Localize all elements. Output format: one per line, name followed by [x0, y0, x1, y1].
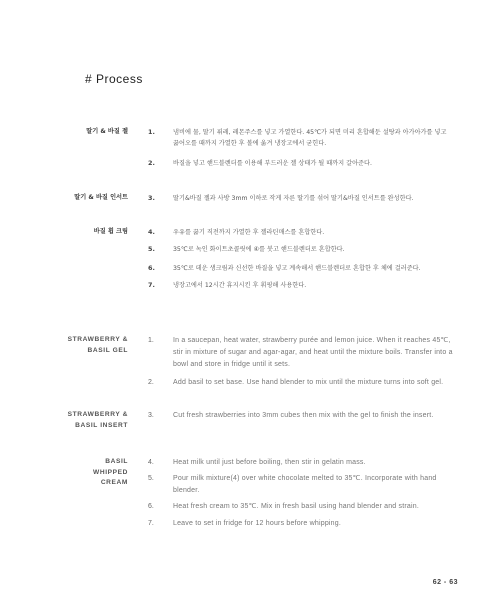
section-label	[18, 457, 128, 489]
section-label: 딸기 & 바질 젤	[86, 128, 128, 135]
step-text: In a saucepan, heat water, strawberry purée and lemon juice. When it reaches 45℃, stir in mixture of sugar and agar-agar, and heat until the mixture boils. Transfer into a bowl and store in fridge until it sets.	[173, 337, 453, 368]
section-label-line: BASIL	[105, 458, 128, 465]
section-label	[18, 410, 128, 431]
page-heading: # Process	[85, 72, 143, 86]
step-text: Leave to set in fridge for 12 hours before whipping.	[173, 520, 341, 527]
step-text: Heat milk until just before boiling, then stir in gelatin mass.	[173, 459, 366, 466]
step-text: 냄비에 물, 딸기 퓌레, 레몬주스를 넣고 가열한다. 45℃가 되면 미리 혼합해둔 설탕과 아가아가를 넣고 끓어오를 때까지 가열한 후 볼에 옮겨 냉장고에서 굳힌다.	[173, 129, 447, 147]
page-number: 62 - 63	[432, 579, 458, 586]
section-label-line: STRAWBERRY &	[67, 411, 128, 418]
section-label-line: STRAWBERRY &	[67, 336, 128, 343]
section-label-line: CREAM	[100, 479, 128, 486]
step-text: Add basil to set base. Use hand blender to mix until the mixture turns into soft gel.	[173, 379, 444, 386]
step-number: 1.	[148, 337, 154, 344]
section-label	[18, 335, 128, 356]
section-label-line: BASIL INSERT	[75, 421, 128, 429]
step-number: 1.	[148, 128, 155, 136]
step-number: 4.	[148, 459, 154, 466]
step-number: 6.	[148, 503, 154, 510]
step-number: 4.	[148, 228, 155, 236]
step-number: 7.	[148, 520, 154, 527]
step-text: 우유를 끓기 직전까지 가열한 후 젤라틴매스를 혼합한다.	[173, 229, 325, 236]
step-text: Pour milk mixture(4) over white chocolate melted to 35℃. Incorporate with hand blender.	[173, 475, 437, 494]
step-text: 35℃로 데운 생크림과 신선한 바질을 넣고 계속해서 핸드블렌더로 혼합한 후 체에 걸러준다.	[173, 265, 421, 272]
step-number: 5.	[148, 245, 155, 253]
step-text: 딸기&바질 젤과 사방 3mm 이하로 작게 자른 딸기를 섞어 딸기&바질 인서트를 완성한다.	[173, 195, 414, 202]
step-text: 바질을 넣고 핸드블렌더를 이용해 부드러운 젤 상태가 될 때까지 갈아준다.	[173, 160, 372, 167]
step-number: 2.	[148, 159, 155, 167]
step-number: 7.	[148, 281, 155, 289]
section-label-line: WHIPPED	[93, 468, 128, 476]
step-text: 냉장고에서 12시간 휴지시킨 후 휘핑해 사용한다.	[173, 282, 307, 289]
step-number: 5.	[148, 475, 154, 482]
step-number: 2.	[148, 379, 154, 386]
section-label: 바질 휩 크림	[93, 228, 128, 235]
step-number: 3.	[148, 194, 155, 202]
step-text: Heat fresh cream to 35℃. Mix in fresh basil using hand blender and strain.	[173, 503, 420, 510]
section-label: 딸기 & 바질 인서트	[74, 194, 128, 201]
step-text: 35℃로 녹인 화이트초콜릿에 ④를 붓고 핸드블렌더로 혼합한다.	[173, 246, 345, 253]
step-number: 3.	[148, 412, 154, 419]
step-text: Cut fresh strawberries into 3mm cubes then mix with the gel to finish the insert.	[173, 412, 434, 419]
section-label-line: BASIL GEL	[87, 346, 128, 354]
step-number: 6.	[148, 264, 155, 272]
